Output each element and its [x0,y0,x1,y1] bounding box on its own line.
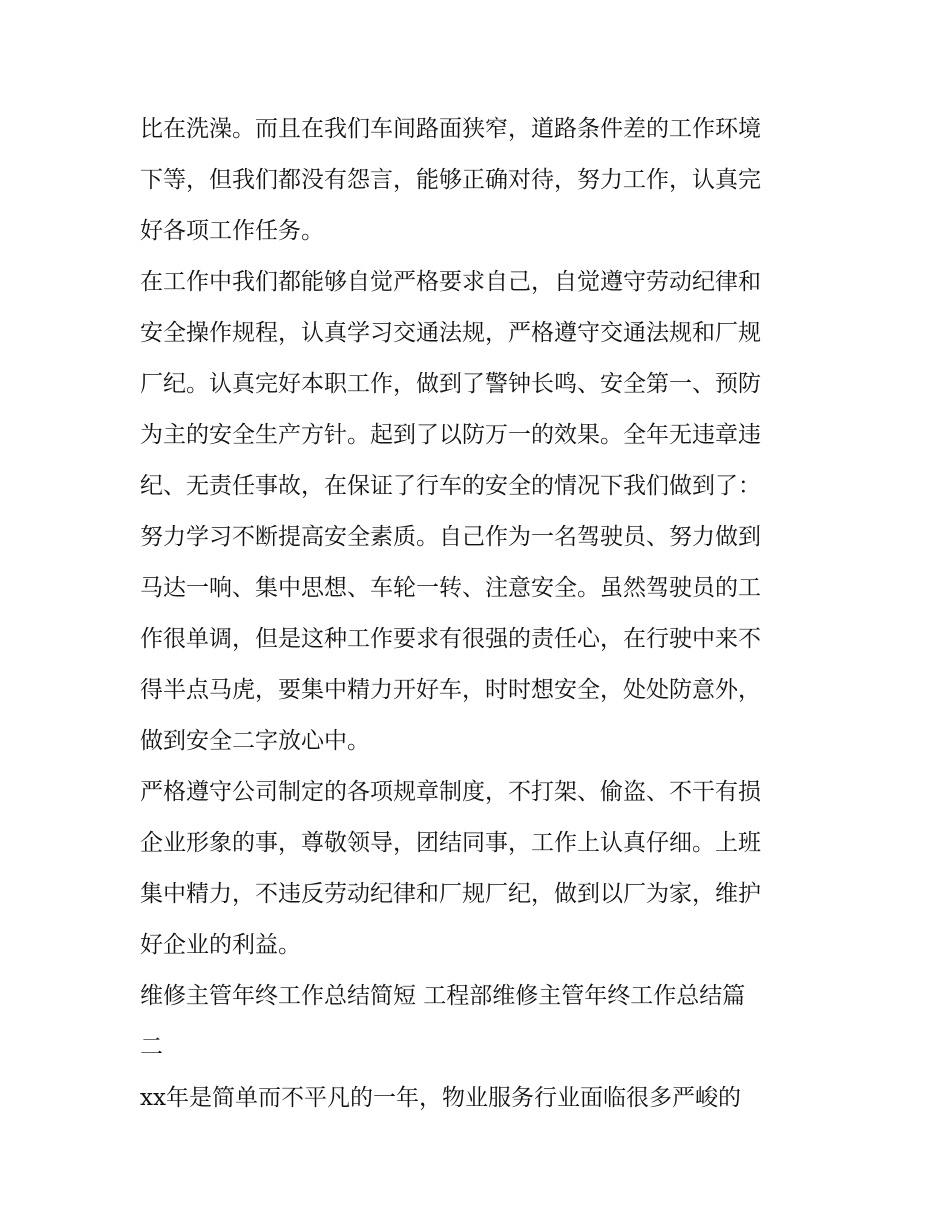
paragraph-3: 严格遵守公司制定的各项规章制度，不打架、偷盗、不干有损 企业形象的事，尊敬领导，团结同事，工作上认真仔细。上班 集中精力，不违反劳动纪律和厂规厂纪，做到以厂为家，维护 好企业的利益。 [140,779,761,958]
paragraph-4: xx年是简单而不平凡的一年，物业服务行业面临很多严峻的 [140,1085,741,1111]
document-body [140,104,820,1124]
paragraph-1: 比在洗澡。而且在我们车间路面狭窄，道路条件差的工作环境 下等，但我们都没有怨言，能够正确对待，努力工作，认真完 好各项工作任务。 [140,116,761,244]
section-heading: 维修主管年终工作总结简短 工程部维修主管年终工作总结篇 二 [140,983,746,1060]
paragraph-2: 在工作中我们都能够自觉严格要求自己，自觉遵守劳动纪律和 安全操作规程，认真学习交通法规，严格遵守交通法规和厂规 厂纪。认真完好本职工作，做到了警钟长鸣、安全第一、预防 为主的安全生产方针。起到了以防万一的效果。全年无违章违 纪、无责任事故，在保证了行车的安全的情况下我们做到了： 努力学习不断提高安全素质。自己作为一名驾驶员、努力做到 马达一响、集中思想、车轮一转、注意安全。虽然驾驶员的工 作很单调，但是这种工作要求有很强的责任心，在行驶中来不 得半点马虎，要集中精力开好车，时时想安全，处处防意外， 做到安全二字放心中。 [140,269,761,754]
